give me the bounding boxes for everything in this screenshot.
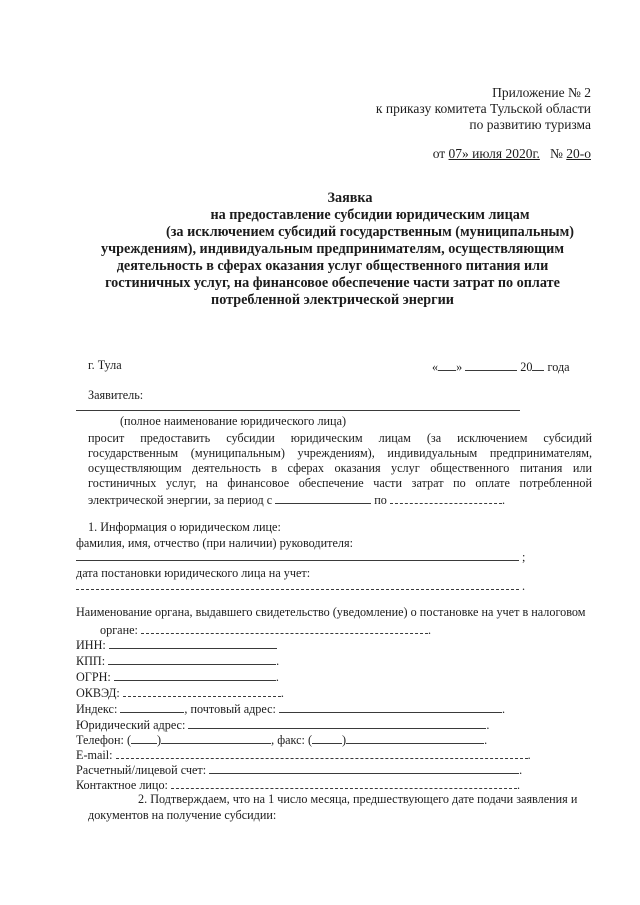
tax-authority-label-2: органе: . [100,623,432,637]
section-2-line-2: документов на получение субсидии: [88,808,277,822]
ogrn-label: ОГРН: [76,670,111,684]
applicant-name-field[interactable] [76,410,520,411]
index-row: Индекс: , почтовый адрес: . [76,702,506,716]
email-field[interactable] [116,746,528,759]
request-text-4: гостиничных услуг, на финансовое обеспечение части затрат по оплате потребленной [88,476,592,490]
registration-date-label: дата постановки юридического лица на учет: [76,566,311,580]
kpp-field[interactable] [108,652,276,665]
inn-row [76,636,277,653]
ogrn-field[interactable] [114,668,276,681]
contact-row: Контактное лицо: . [76,778,521,792]
head-name-field[interactable] [76,560,519,561]
legal-address-row: Юридический адрес: . [76,718,490,732]
date-prefix: от [432,146,446,161]
order-reference: к приказу комитета Тульской области [375,101,591,116]
fax-field[interactable] [346,731,484,744]
email-row: E-mail: . [76,748,531,762]
ogrn-row: ОГРН: . [76,670,279,684]
tax-authority-label-1: Наименование органа, выдавшего свидетельство (уведомление) о постановке на учет в налоговом [76,605,586,619]
order-date-line [433,146,591,162]
section-1-heading: 1. Информация о юридическом лице: [88,520,281,534]
account-label: Расчетный/лицевой счет: [76,763,207,777]
committee-name: по развитию туризма [469,117,591,132]
order-number: 20-о [566,146,591,161]
applicant-label: Заявитель: [88,388,144,402]
registration-period: . [522,579,526,593]
tax-authority-field[interactable] [141,621,428,634]
semicolon: ; [522,550,526,564]
order-date: 07» июля 2020г. [448,146,540,161]
inn-label: ИНН: [76,638,106,652]
request-text-2: государственным (муниципальным) учреждениям), индивидуальным предпринимателям, [88,446,592,460]
okved-label: ОКВЭД: [76,686,120,700]
fax-label: , факс: [271,733,305,747]
title-line-6: гостиничных услуг, на финансовое обеспечение части затрат по оплате [105,275,560,291]
period-start-field[interactable] [275,491,371,504]
title-line-5: деятельность в сферах оказания услуг общественного питания или [116,258,549,274]
phone-row: Телефон: ( ) , факс: ( ) . [76,733,488,747]
phone-field[interactable] [161,731,271,744]
index-field[interactable] [120,700,184,713]
postal-address-label: , почтовый адрес: [184,702,276,716]
phone-label: Телефон: [76,733,124,747]
inn-field[interactable] [109,636,277,649]
year-field[interactable] [532,358,544,371]
legal-address-label: Юридический адрес: [76,718,186,732]
period-end-field[interactable] [390,491,502,504]
contact-field[interactable] [171,776,517,789]
appendix-number: Приложение № 2 [492,85,591,100]
account-field[interactable] [209,761,519,774]
okved-row: ОКВЭД: . [76,686,284,700]
application-date: « » 20 года [432,360,570,374]
fax-code-field[interactable] [312,731,342,744]
request-text-3: осуществляющим деятельность в сферах оказания услуг общественного питания или [88,461,592,475]
legal-address-field[interactable] [188,716,486,729]
section-2-line-1: 2. Подтверждаем, что на 1 число месяца, предшествующего дате подачи заявления и [138,792,578,806]
account-row: Расчетный/лицевой счет: . [76,763,523,777]
title-line-3: (за исключением субсидий государственным (муниципальным) [166,224,574,240]
head-name-label: фамилия, имя, отчество (при наличии) руководителя: [76,536,353,550]
day-field[interactable] [438,358,456,371]
month-field[interactable] [465,358,517,371]
title-line-7: потребленной электрической энергии [211,292,454,308]
city: г. Тула [88,358,122,372]
index-label: Индекс: [76,702,118,716]
registration-date-field[interactable] [76,589,519,590]
okved-field[interactable] [123,684,281,697]
applicant-caption: (полное наименование юридического лица) [120,414,347,428]
request-text-5: электрической энергии, за период с по . [88,493,505,507]
postal-address-field[interactable] [279,700,502,713]
title-heading: Заявка [327,190,373,206]
request-text-1: просит предоставить субсидии юридическим лицам (за исключением субсидий [88,431,592,445]
kpp-row: КПП: . [76,654,280,668]
email-label: E-mail: [76,748,113,762]
phone-code-field[interactable] [131,731,157,744]
order-number-label: № [549,146,563,161]
title-line-2: на предоставление субсидии юридическим лицам [210,207,530,223]
contact-label: Контактное лицо: [76,778,168,792]
kpp-label: КПП: [76,654,106,668]
title-line-4: учреждениям), индивидуальным предпринимателям, осуществляющим [101,241,564,257]
